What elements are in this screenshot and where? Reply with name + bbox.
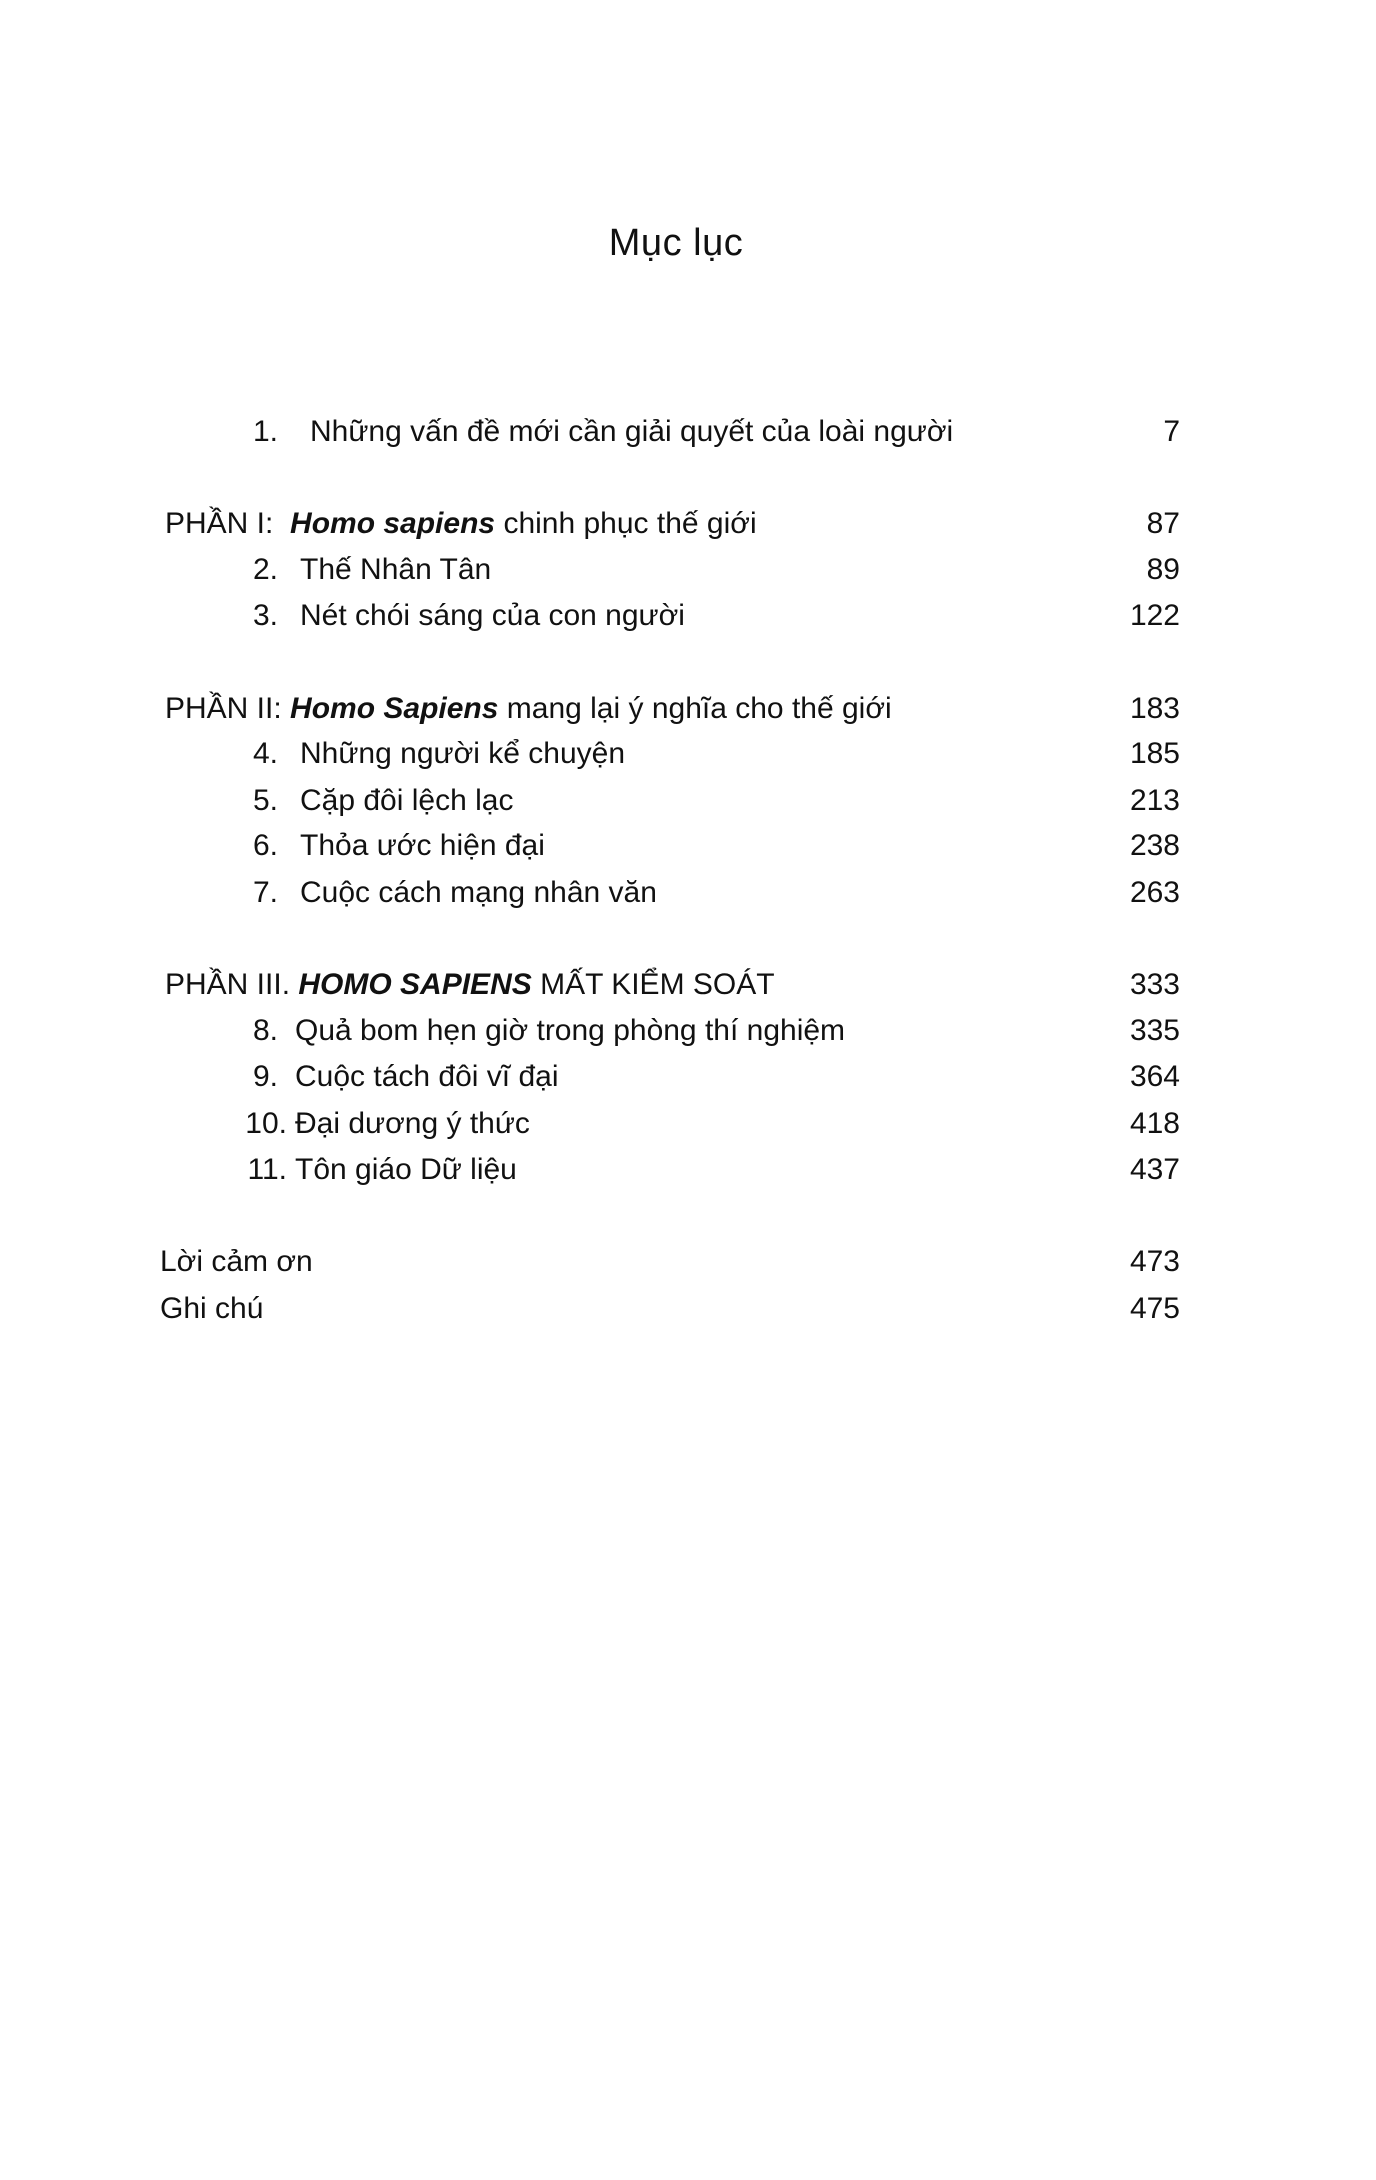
chapter-title: Thỏa ước hiện đại — [300, 829, 545, 862]
chapter-title: Quả bom hẹn giờ trong phòng thí nghiệm — [295, 1014, 846, 1047]
toc-entry[interactable] — [160, 1101, 1180, 1147]
chapter-number: 8. — [252, 1014, 278, 1047]
toc-entry[interactable] — [160, 1147, 1180, 1193]
chapter-number: 2. — [252, 553, 278, 586]
toc-entry[interactable] — [160, 778, 1180, 824]
part-heading: PHẦN II: Homo Sapiens mang lại ý nghĩa cho thế giới — [165, 692, 892, 725]
toc-part-2[interactable] — [160, 686, 1180, 732]
toc-entry[interactable] — [160, 731, 1180, 777]
page-number: 238 — [1129, 829, 1180, 862]
chapter-title: Cặp đôi lệch lạc — [300, 784, 514, 817]
chapter-number: 7. — [252, 876, 278, 909]
chapter-number: 6. — [252, 829, 278, 862]
page-number: 263 — [1129, 876, 1180, 909]
chapter-number: 5. — [252, 784, 278, 817]
part-heading: PHẦN III. HOMO SAPIENS MẤT KIỂM SOÁT — [165, 968, 775, 1001]
toc-part-3[interactable] — [160, 962, 1180, 1008]
page-number: 335 — [1129, 1014, 1180, 1047]
page-number: 87 — [1146, 507, 1180, 540]
page-number: 418 — [1129, 1107, 1180, 1140]
page-number: 475 — [1129, 1292, 1180, 1325]
chapter-title: Cuộc cách mạng nhân văn — [300, 876, 657, 909]
toc-entry-acknowledgements[interactable] — [160, 1239, 1180, 1285]
page-number: 213 — [1129, 784, 1180, 817]
chapter-number: 4. — [252, 737, 278, 770]
chapter-title: Những người kể chuyện — [300, 737, 626, 770]
page-number: 185 — [1129, 737, 1180, 770]
toc-entry[interactable] — [160, 1054, 1180, 1100]
page-number: 364 — [1129, 1060, 1180, 1093]
page-number: 473 — [1129, 1245, 1180, 1278]
toc-entry[interactable] — [160, 1008, 1180, 1054]
entry-title: Ghi chú — [160, 1292, 264, 1325]
chapter-title: Đại dương ý thức — [295, 1107, 530, 1140]
chapter-title: Thế Nhân Tân — [300, 553, 492, 586]
page-number: 122 — [1129, 599, 1180, 632]
toc-entry[interactable] — [160, 870, 1180, 916]
toc-part-1[interactable] — [160, 501, 1180, 547]
chapter-title: Những vấn đề mới cần giải quyết của loài người — [310, 415, 954, 448]
toc-entry[interactable] — [160, 593, 1180, 639]
chapter-number: 1. — [252, 415, 278, 448]
toc-entry[interactable] — [160, 547, 1180, 593]
part-heading: PHẦN I: Homo sapiens chinh phục thế giới — [165, 507, 757, 540]
toc-entry-notes[interactable] — [160, 1286, 1180, 1332]
chapter-title: Tôn giáo Dữ liệu — [295, 1153, 517, 1186]
page-title: Mục lục — [608, 222, 744, 264]
page-number: 333 — [1129, 968, 1180, 1001]
page-number: 183 — [1129, 692, 1180, 725]
entry-title: Lời cảm ơn — [160, 1245, 313, 1278]
page-number: 7 — [1163, 415, 1180, 448]
toc-entry[interactable] — [160, 823, 1180, 869]
page-number: 89 — [1146, 553, 1180, 586]
chapter-number: 10. — [245, 1107, 287, 1140]
page-number: 437 — [1129, 1153, 1180, 1186]
toc-entry-intro[interactable] — [160, 409, 1180, 455]
chapter-title: Cuộc tách đôi vĩ đại — [295, 1060, 559, 1093]
chapter-number: 11. — [247, 1153, 287, 1186]
chapter-number: 9. — [252, 1060, 278, 1093]
chapter-title: Nét chói sáng của con người — [300, 599, 685, 632]
chapter-number: 3. — [252, 599, 278, 632]
